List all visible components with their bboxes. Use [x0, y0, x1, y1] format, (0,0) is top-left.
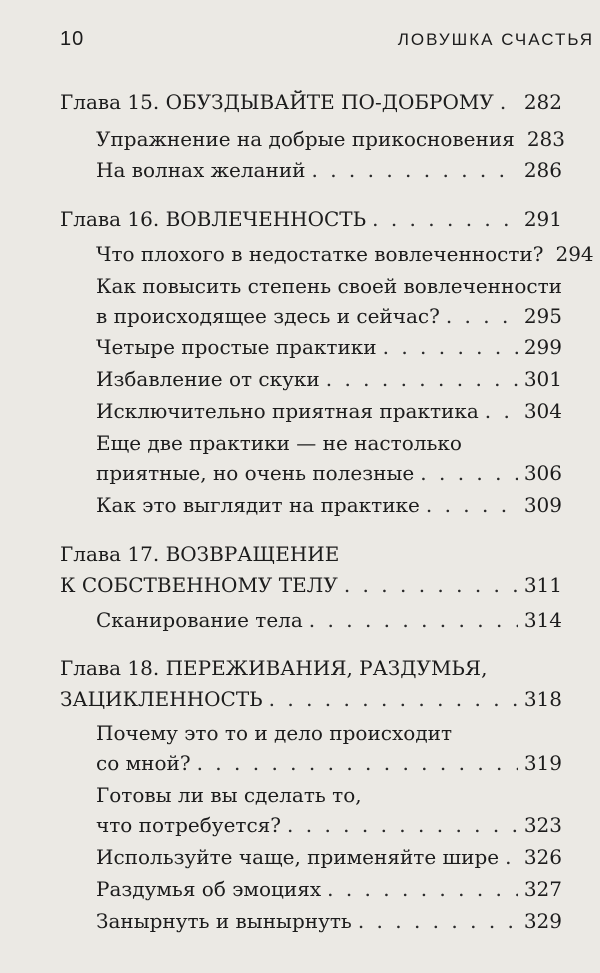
toc-entry-page: 314 — [523, 608, 562, 632]
toc-entry-page: 309 — [523, 493, 562, 517]
toc-entry-page: 329 — [523, 909, 562, 933]
toc-entry-title: в происходящее здесь и сейчас? — [96, 304, 440, 328]
dot-leader — [311, 156, 517, 184]
toc-entry-page: 291 — [523, 207, 562, 231]
toc-entry-page: 318 — [523, 687, 562, 711]
toc-entry — [96, 302, 562, 330]
toc-entry-title: Занырнуть и вынырнуть — [96, 909, 352, 933]
toc-entry-line1: Как повысить степень своей вовлеченности — [96, 274, 562, 298]
dot-leader — [420, 459, 518, 487]
dot-leader — [485, 397, 518, 425]
dot-leader — [446, 302, 518, 330]
dot-leader — [426, 491, 518, 519]
toc-entry-page: 319 — [523, 751, 562, 775]
toc-entry-page: 311 — [523, 573, 562, 597]
dot-leader — [269, 685, 518, 713]
toc-entry-title: Упражнение на добрые прикосновения — [96, 127, 515, 151]
toc-entry-page: 327 — [523, 877, 562, 901]
dot-leader — [344, 571, 518, 599]
dot-leader — [383, 333, 518, 361]
toc-entry-page: 282 — [523, 90, 562, 114]
toc-entry-title: что потребуется? — [96, 813, 282, 837]
toc-entry-line1: Готовы ли вы сделать то, — [96, 783, 362, 807]
dot-leader — [327, 875, 518, 903]
toc-entry-title: Глава 16. ВОВЛЕЧЕННОСТЬ — [60, 207, 367, 231]
toc-entry-page: 323 — [523, 813, 562, 837]
toc-entry-chapter-17 — [60, 571, 562, 599]
toc-entry-page: 294 — [555, 242, 594, 266]
toc-entry — [96, 811, 562, 839]
page-number: 10 — [60, 28, 85, 50]
toc-entry — [96, 397, 562, 425]
toc-entry — [96, 156, 562, 184]
dot-leader — [358, 907, 518, 935]
toc-entry — [96, 749, 562, 777]
toc-entry-line1: Глава 17. ВОЗВРАЩЕНИЕ — [60, 542, 340, 566]
toc-entry-title: На волнах желаний — [96, 158, 306, 182]
toc-entry-title: Как это выглядит на практике — [96, 493, 420, 517]
toc-entry-chapter-16 — [60, 205, 562, 233]
toc-entry-title: Что плохого в недостатке вовлеченности? — [96, 242, 544, 266]
toc-entry — [96, 843, 562, 871]
dot-leader — [287, 811, 518, 839]
toc-entry-line1: Глава 18. ПЕРЕЖИВАНИЯ, РАЗДУМЬЯ, — [60, 656, 488, 680]
dot-leader — [372, 205, 518, 233]
toc-entry-page: 301 — [523, 367, 562, 391]
toc-entry — [96, 125, 565, 153]
toc-entry-title: Сканирование тела — [96, 608, 303, 632]
toc-entry-line1: Почему это то и дело происходит — [96, 721, 453, 745]
toc-entry-page: 326 — [523, 845, 562, 869]
toc-entry-title: приятные, но очень полезные — [96, 461, 415, 485]
toc-entry-chapter-18 — [60, 685, 562, 713]
dot-leader — [309, 606, 518, 634]
toc-entry — [96, 459, 562, 487]
dot-leader — [326, 365, 518, 393]
toc-entry-page: 286 — [523, 158, 562, 182]
running-title: ЛОВУШКА СЧАСТЬЯ — [397, 30, 594, 49]
toc-entry-title: со мной? — [96, 751, 191, 775]
toc-entry — [96, 365, 562, 393]
toc-entry-line1: Еще две практики — не настолько — [96, 431, 462, 455]
toc-entry-title: Используйте чаще, применяйте шире — [96, 845, 500, 869]
toc-entry-title: Исключительно приятная практика — [96, 399, 479, 423]
toc-entry-title: К СОБСТВЕННОМУ ТЕЛУ — [60, 573, 338, 597]
toc-entry-title: ЗАЦИКЛЕННОСТЬ — [60, 687, 263, 711]
toc-entry-page: 283 — [526, 127, 565, 151]
toc-entry-page: 306 — [523, 461, 562, 485]
dot-leader — [505, 843, 518, 871]
toc-entry-page: 299 — [523, 335, 562, 359]
toc-entry — [96, 875, 562, 903]
dot-leader — [500, 88, 518, 116]
toc-entry — [96, 240, 594, 268]
toc-entry — [96, 491, 562, 519]
toc-entry — [96, 333, 562, 361]
toc-entry-title: Четыре простые практики — [96, 335, 377, 359]
toc-entry-title: Раздумья об эмоциях — [96, 877, 322, 901]
toc-entry — [96, 907, 562, 935]
toc-entry-title: Избавление от скуки — [96, 367, 320, 391]
toc-entry — [96, 606, 562, 634]
toc-entry-chapter-15 — [60, 88, 562, 116]
toc-entry-title: Глава 15. ОБУЗДЫВАЙТЕ ПО-ДОБРОМУ — [60, 90, 494, 114]
toc-entry-page: 304 — [523, 399, 562, 423]
toc-entry-page: 295 — [523, 304, 562, 328]
dot-leader — [197, 749, 518, 777]
